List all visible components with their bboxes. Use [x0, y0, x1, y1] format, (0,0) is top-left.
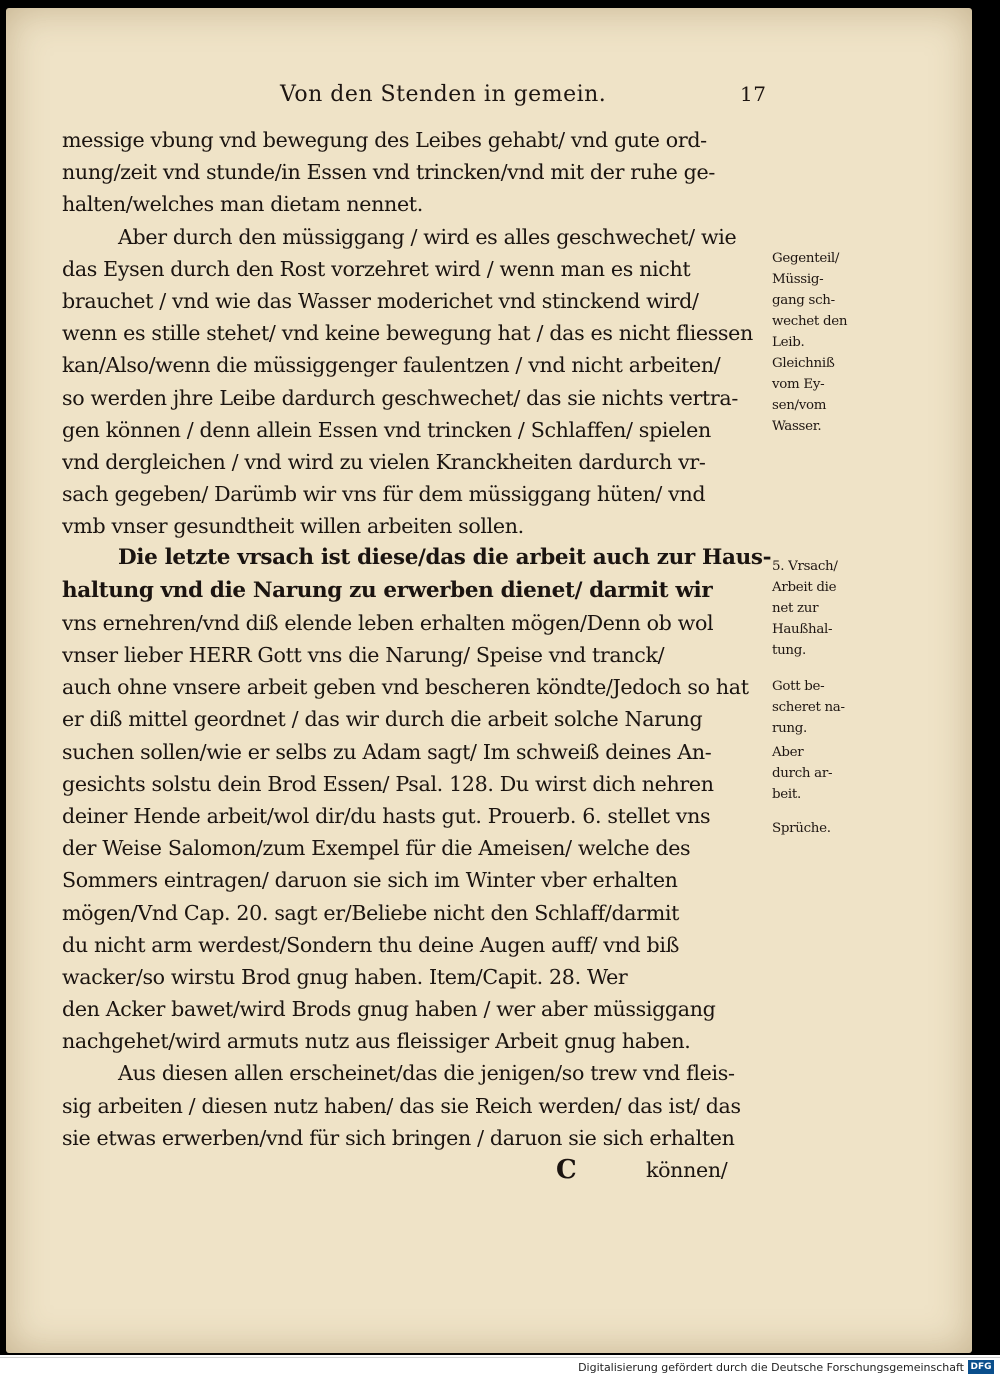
text-line: das Eysen durch den Rost vorzehret wird / wenn man es nicht	[62, 256, 691, 281]
text-line: vnser lieber HERR Gott vns die Narung/ Speise vnd tranck/	[62, 643, 665, 667]
text-line: Die letzte vrsach ist diese/das die arbeit auch zur Haus-	[118, 545, 772, 571]
text-line: sach gegeben/ Darümb wir vns für dem müssiggang hüten/ vnd	[62, 482, 706, 507]
page-number: 17	[740, 82, 767, 106]
marginal-note-line: Müssig-	[772, 272, 824, 287]
marginal-note	[772, 818, 884, 839]
marginal-note-line: sen/vom	[772, 398, 827, 413]
marginal-note-line: Gegenteil/	[772, 251, 840, 266]
text-line: sie etwas erwerben/vnd für sich bringen / daruon sie sich erhalten	[62, 1125, 735, 1150]
marginal-note-line: Wasser.	[772, 419, 822, 434]
text-line: nung/zeit vnd stunde/in Essen vnd trincken/vnd mit der ruhe ge-	[62, 160, 715, 185]
marginal-note-line: wechet den	[772, 314, 848, 329]
text-line: wenn es stille stehet/ vnd keine bewegung hat / das es nicht fliessen	[62, 321, 753, 346]
marginal-note-line: rung.	[772, 721, 807, 736]
marginal-note-line: Gott be-	[772, 679, 825, 694]
text-line: auch ohne vnsere arbeit geben vnd bescheren köndte/Jedoch so hat	[62, 675, 749, 700]
footer-divider	[0, 1357, 1000, 1358]
text-line: er diß mittel geordnet / das wir durch die arbeit solche Narung	[62, 707, 703, 732]
marginal-note-line: Leib.	[772, 335, 805, 350]
text-line: du nicht arm werdest/Sondern thu deine Augen auff/ vnd biß	[62, 932, 680, 957]
marginal-note-line: 5. Vrsach/	[772, 559, 838, 574]
marginal-note-line: durch ar-	[772, 766, 833, 781]
text-line: vmb vnser gesundtheit willen arbeiten sollen.	[62, 514, 524, 539]
marginal-note-line: Gleichniß	[772, 356, 835, 371]
catchword: können/	[646, 1158, 728, 1182]
text-line: Sommers eintragen/ daruon sie sich im Winter vber erhalten	[62, 868, 678, 893]
marginal-note-line: Aber	[772, 745, 804, 760]
body-text	[62, 124, 774, 1186]
text-line: deiner Hende arbeit/wol dir/du hasts gut. Prouerb. 6. stellet vns	[62, 803, 711, 828]
dfg-logo-icon: DFG	[968, 1360, 994, 1374]
text-line: so werden jhre Leibe dardurch geschwechet/ das sie nichts vertra-	[62, 385, 738, 410]
marginal-note-line: gang sch-	[772, 293, 835, 308]
marginal-note-line: vom Ey-	[772, 377, 825, 392]
text-line: vns ernehren/vnd diß elende leben erhalten mögen/Denn ob wol	[62, 610, 714, 635]
marginal-note-line: tung.	[772, 643, 806, 658]
text-line: Aber durch den müssiggang / wird es alles geschwechet/ wie	[118, 224, 737, 249]
running-title: Von den Stenden in gemein.	[280, 82, 607, 107]
marginal-note-line: Arbeit die	[772, 580, 837, 595]
text-line: gesichts solstu dein Brod Essen/ Psal. 128. Du wirst dich nehren	[62, 771, 714, 796]
marginal-note	[772, 742, 884, 805]
marginal-note	[772, 556, 884, 661]
text-line: suchen sollen/wie er selbs zu Adam sagt/ Im schweiß deines An-	[62, 739, 712, 764]
marginal-note-line: beit.	[772, 787, 801, 802]
text-line: sig arbeiten / diesen nutz haben/ das sie Reich werden/ das ist/ das	[62, 1093, 741, 1118]
marginal-note-line: Sprüche.	[772, 821, 831, 836]
marginal-note-line: Haußhal-	[772, 622, 833, 637]
marginal-note-line: net zur	[772, 601, 819, 616]
text-line: vnd dergleichen / vnd wird zu vielen Kranckheiten dardurch vr-	[62, 449, 706, 474]
text-line: messige vbung vnd bewegung des Leibes gehabt/ vnd gute ord-	[62, 128, 707, 152]
marginal-note-line: scheret na-	[772, 700, 845, 715]
footer-bar	[0, 1355, 1000, 1380]
signature-line	[62, 1154, 774, 1186]
text-line: mögen/Vnd Cap. 20. sagt er/Beliebe nicht den Schlaff/darmit	[62, 900, 680, 925]
funding-credit: Digitalisierung gefördert durch die Deutsche Forschungsgemeinschaft	[578, 1361, 964, 1374]
text-line: kan/Also/wenn die müssiggenger faulentzen / vnd nicht arbeiten/	[62, 353, 721, 378]
text-line: haltung vnd die Narung zu erwerben dienet/ darmit wir	[62, 577, 713, 603]
text-line: halten/welches man dietam nennet.	[62, 192, 423, 217]
text-line: Aus diesen allen erscheinet/das die jenigen/so trew vnd fleis-	[118, 1061, 735, 1086]
text-line: der Weise Salomon/zum Exempel für die Ameisen/ welche des	[62, 836, 691, 861]
text-line: wacker/so wirstu Brod gnug haben. Item/Capit. 28. Wer	[62, 964, 628, 989]
signature-mark: C	[556, 1155, 577, 1185]
text-line: brauchet / vnd wie das Wasser moderichet vnd stinckend wird/	[62, 288, 699, 313]
marginal-note	[772, 248, 884, 437]
marginal-note	[772, 676, 884, 739]
text-line: nachgehet/wird armuts nutz aus fleissiger Arbeit gnug haben.	[62, 1029, 691, 1054]
text-line: gen können / denn allein Essen vnd trincken / Schlaffen/ spielen	[62, 417, 711, 442]
text-line: den Acker bawet/wird Brods gnug haben / wer aber müssiggang	[62, 997, 716, 1022]
